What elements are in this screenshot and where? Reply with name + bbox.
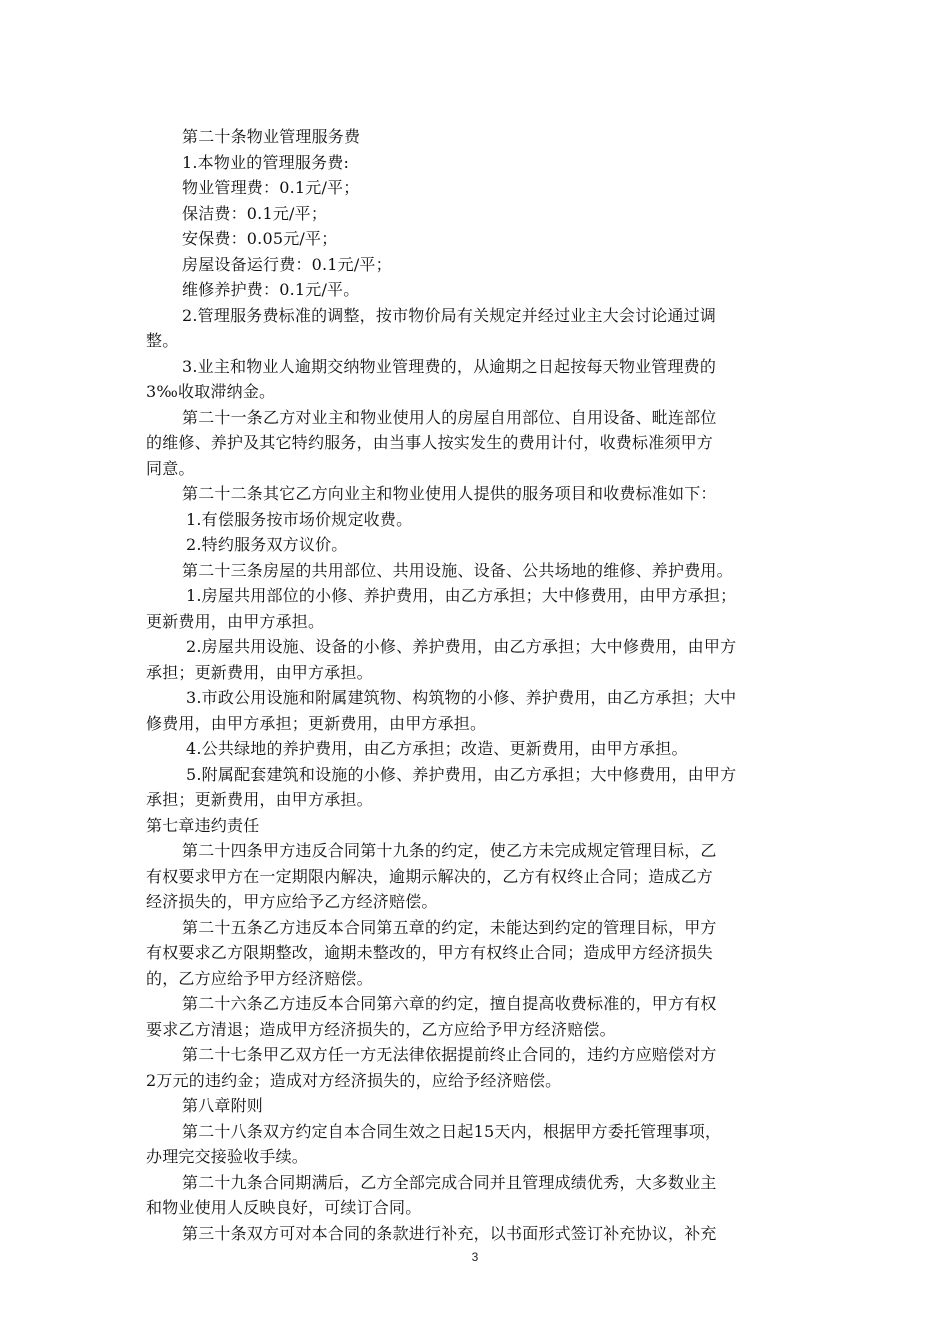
paragraph-line: 3.业主和物业人逾期交纳物业管理费的，从逾期之日起按每天物业管理费的 [182, 356, 717, 376]
paragraph-line: 3‰收取滞纳金。 [146, 382, 276, 401]
paragraph-line: 有权要求乙方限期整改，逾期未整改的，甲方有权终止合同；造成甲方经济损失 [146, 943, 714, 962]
chapter-8-heading: 第八章附则 [182, 1096, 264, 1115]
page-number: 3 [471, 1250, 479, 1264]
paragraph-line: 要求乙方清退；造成甲方经济损失的，乙方应给予甲方经济赔偿。 [146, 1019, 616, 1039]
document-body [146, 124, 806, 1246]
paragraph-line: 的，乙方应给予甲方经济赔偿。 [146, 968, 373, 988]
article-20-heading: 第二十条物业管理服务费 [182, 127, 361, 146]
paragraph-line: 承担；更新费用，由甲方承担。 [146, 790, 373, 809]
fee-item-intro: 1.本物业的管理服务费: [182, 152, 350, 172]
paragraph-line: 2.房屋共用设施、设备的小修、养护费用，由乙方承担；大中修费用，由甲方 [186, 637, 737, 656]
article-21-line: 第二十一条乙方对业主和物业使用人的房屋自用部位、自用设备、毗连部位 [182, 407, 717, 427]
fee-item-management: 物业管理费：0.1元/平； [182, 178, 360, 197]
article-22-line: 第二十二条其它乙方向业主和物业使用人提供的服务项目和收费标准如下： [182, 484, 717, 503]
paragraph-line: 2.特约服务双方议价。 [186, 535, 348, 554]
article-24-line: 第二十四条甲方违反合同第十九条的约定，使乙方未完成规定管理目标，乙 [182, 841, 717, 860]
paragraph-line: 3.市政公用设施和附属建筑物、构筑物的小修、养护费用，由乙方承担；大中 [186, 688, 737, 707]
paragraph-line: 4.公共绿地的养护费用，由乙方承担；改造、更新费用，由甲方承担。 [186, 739, 688, 758]
article-28-line: 第二十八条双方约定自本合同生效之日起15天内，根据甲方委托管理事项， [182, 1121, 722, 1141]
paragraph-line: 办理完交接验收手续。 [146, 1147, 309, 1166]
paragraph-line: 整。 [146, 331, 179, 350]
paragraph-line: 和物业使用人反映良好，可续订合同。 [146, 1198, 422, 1217]
fee-item-equipment: 房屋设备运行费：0.1元/平； [182, 254, 392, 274]
paragraph-line: 1.有偿服务按市场价规定收费。 [186, 509, 413, 529]
article-23-line: 第二十三条房屋的共用部位、共用设施、设备、公共场地的维修、养护费用。 [182, 560, 733, 580]
paragraph-line: 有权要求甲方在一定期限内解决，逾期示解决的，乙方有权终止合同；造成乙方 [146, 866, 714, 886]
paragraph-line: 5.附属配套建筑和设施的小修、养护费用，由乙方承担；大中修费用，由甲方 [186, 764, 737, 784]
chapter-7-heading: 第七章违约责任 [146, 815, 260, 835]
paragraph-line: 2.管理服务费标准的调整，按市物价局有关规定并经过业主大会讨论通过调 [182, 305, 717, 325]
article-29-line: 第二十九条合同期满后，乙方全部完成合同并且管理成绩优秀，大多数业主 [182, 1172, 717, 1192]
article-30-line: 第三十条双方可对本合同的条款进行补充，以书面形式签订补充协议，补充 [182, 1223, 717, 1243]
fee-item-cleaning: 保洁费：0.1元/平； [182, 203, 328, 223]
fee-item-security: 安保费：0.05元/平； [182, 229, 338, 248]
paragraph-line: 1.房屋共用部位的小修、养护费用，由乙方承担；大中修费用，由甲方承担； [186, 586, 737, 605]
fee-item-maintenance: 维修养护费：0.1元/平。 [182, 280, 360, 299]
paragraph-line: 修费用，由甲方承担；更新费用，由甲方承担。 [146, 713, 487, 733]
article-26-line: 第二十六条乙方违反本合同第六章的约定，擅自提高收费标准的，甲方有权 [182, 994, 717, 1013]
paragraph-line: 经济损失的，甲方应给予乙方经济赔偿。 [146, 892, 438, 911]
paragraph-line: 的维修、养护及其它特约服务，由当事人按实发生的费用计付，收费标准须甲方 [146, 433, 714, 452]
paragraph-line: 承担；更新费用，由甲方承担。 [146, 662, 373, 682]
paragraph-line: 同意。 [146, 458, 195, 478]
article-27-line: 第二十七条甲乙双方任一方无法律依据提前终止合同的，违约方应赔偿对方 [182, 1045, 717, 1064]
article-25-line: 第二十五条乙方违反本合同第五章的约定，未能达到约定的管理目标，甲方 [182, 917, 717, 937]
paragraph-line: 2万元的违约金；造成对方经济损失的，应给予经济赔偿。 [146, 1070, 562, 1090]
paragraph-line: 更新费用，由甲方承担。 [146, 611, 325, 631]
